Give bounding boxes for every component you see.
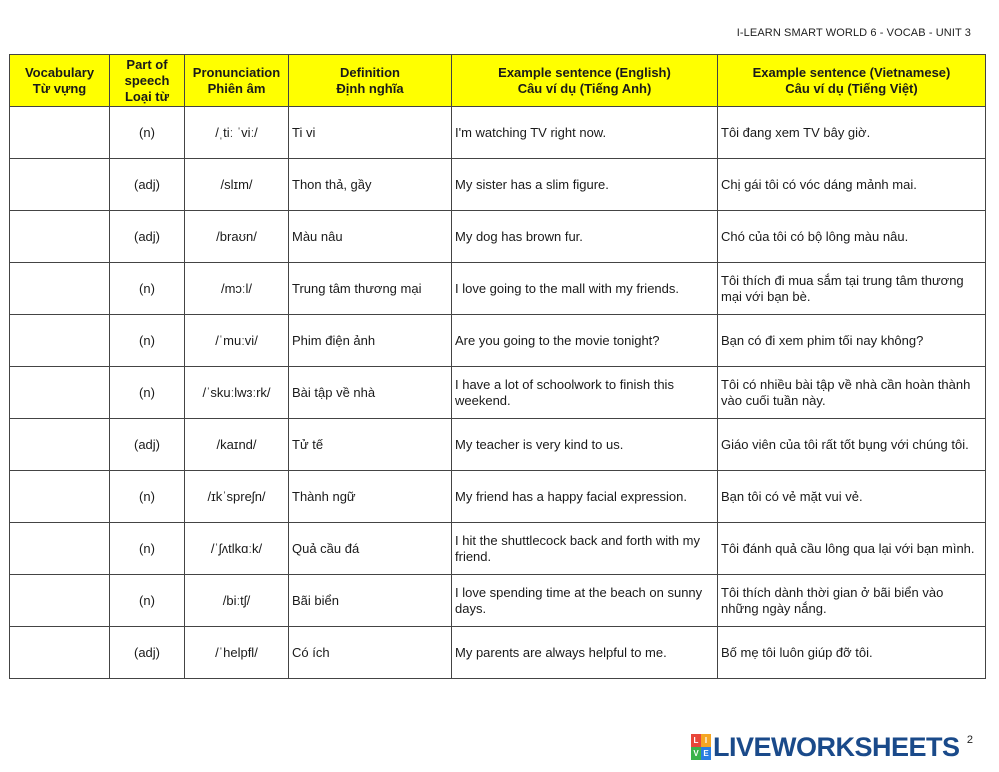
part-of-speech-cell: (adj)	[110, 159, 185, 211]
pronunciation-cell: /ˈskuːlwɜːrk/	[185, 367, 289, 419]
definition-cell: Phim điện ảnh	[289, 315, 452, 367]
column-header-part-of-speech	[110, 55, 185, 107]
pronunciation-cell: /mɔːl/	[185, 263, 289, 315]
part-of-speech-cell: (n)	[110, 315, 185, 367]
table-row	[10, 627, 986, 679]
pronunciation-cell: /braʊn/	[185, 211, 289, 263]
vocabulary-cell[interactable]	[10, 367, 110, 419]
pronunciation-cell: /biːtʃ/	[185, 575, 289, 627]
liveworksheets-logo	[691, 732, 960, 762]
vocabulary-cell[interactable]	[10, 159, 110, 211]
part-of-speech-cell: (n)	[110, 107, 185, 159]
table-row	[10, 471, 986, 523]
definition-cell: Bãi biển	[289, 575, 452, 627]
column-header-text: Từ vựng	[32, 80, 87, 96]
logo-letter: I	[701, 734, 711, 747]
part-of-speech-cell: (n)	[110, 471, 185, 523]
example-english-cell: Are you going to the movie tonight?	[452, 315, 718, 367]
example-english-cell: My sister has a slim figure.	[452, 159, 718, 211]
part-of-speech-cell: (n)	[110, 575, 185, 627]
vocabulary-cell[interactable]	[10, 471, 110, 523]
part-of-speech-cell: (n)	[110, 263, 185, 315]
example-english-cell: I have a lot of schoolwork to finish this weekend.	[452, 367, 718, 419]
part-of-speech-cell: (n)	[110, 367, 185, 419]
definition-cell: Trung tâm thương mại	[289, 263, 452, 315]
example-vietnamese-cell: Bạn tôi có vẻ mặt vui vẻ.	[718, 471, 986, 523]
vocabulary-cell[interactable]	[10, 575, 110, 627]
example-vietnamese-cell: Giáo viên của tôi rất tốt bụng với chúng tôi.	[718, 419, 986, 471]
column-header-definition	[289, 55, 452, 107]
column-header-text: Phiên âm	[207, 80, 266, 96]
vocabulary-cell[interactable]	[10, 315, 110, 367]
example-english-cell: My friend has a happy facial expression.	[452, 471, 718, 523]
example-vietnamese-cell: Chó của tôi có bộ lông màu nâu.	[718, 211, 986, 263]
vocabulary-cell[interactable]	[10, 627, 110, 679]
pronunciation-cell: /ˈʃʌtlkɑːk/	[185, 523, 289, 575]
example-vietnamese-cell: Bạn có đi xem phim tối nay không?	[718, 315, 986, 367]
brand-logo-icon	[691, 734, 711, 760]
page-header-title: I-LEARN SMART WORLD 6 - VOCAB - UNIT 3	[736, 27, 971, 39]
part-of-speech-cell: (adj)	[110, 627, 185, 679]
table-body	[10, 107, 986, 679]
definition-cell: Màu nâu	[289, 211, 452, 263]
pronunciation-cell: /ˈmuːvi/	[185, 315, 289, 367]
example-vietnamese-cell: Tôi thích dành thời gian ở bãi biển vào những ngày nắng.	[718, 575, 986, 627]
table-row	[10, 419, 986, 471]
example-vietnamese-cell: Tôi thích đi mua sắm tại trung tâm thương mại với bạn bè.	[718, 263, 986, 315]
vocab-table	[9, 54, 986, 679]
vocabulary-cell[interactable]	[10, 211, 110, 263]
column-header-example-vietnamese	[718, 55, 986, 107]
column-header-text: Pronunciation	[192, 64, 281, 80]
vocabulary-cell[interactable]	[10, 107, 110, 159]
column-header-text: Định nghĩa	[336, 80, 404, 96]
part-of-speech-cell: (n)	[110, 523, 185, 575]
pronunciation-cell: /ɪkˈspreʃn/	[185, 471, 289, 523]
column-header-text: Câu ví dụ (Tiếng Việt)	[785, 80, 918, 96]
example-vietnamese-cell: Tôi đánh quả cầu lông qua lại với bạn mình.	[718, 523, 986, 575]
example-vietnamese-cell: Chị gái tôi có vóc dáng mảnh mai.	[718, 159, 986, 211]
table-row	[10, 367, 986, 419]
vocabulary-cell[interactable]	[10, 523, 110, 575]
column-header-text: Example sentence (Vietnamese)	[752, 64, 951, 80]
example-english-cell: I hit the shuttlecock back and forth with my friend.	[452, 523, 718, 575]
part-of-speech-cell: (adj)	[110, 211, 185, 263]
page-number: 2	[966, 734, 973, 746]
column-header-example-english	[452, 55, 718, 107]
table-row	[10, 211, 986, 263]
column-header-text: speech	[124, 72, 170, 88]
column-header-pronunciation	[185, 55, 289, 107]
logo-letter: L	[691, 734, 701, 747]
column-header-vocabulary	[10, 55, 110, 107]
column-header-text: Definition	[340, 64, 400, 80]
definition-cell: Có ích	[289, 627, 452, 679]
definition-cell: Ti vi	[289, 107, 452, 159]
column-header-text: Loại từ	[124, 88, 170, 104]
example-english-cell: I'm watching TV right now.	[452, 107, 718, 159]
vocabulary-cell[interactable]	[10, 419, 110, 471]
pronunciation-cell: /ˌtiː ˈviː/	[185, 107, 289, 159]
part-of-speech-cell: (adj)	[110, 419, 185, 471]
table-header	[10, 55, 986, 107]
brand-name: LIVEWORKSHEETS	[713, 732, 960, 762]
pronunciation-cell: /ˈhelpfl/	[185, 627, 289, 679]
definition-cell: Thành ngữ	[289, 471, 452, 523]
example-vietnamese-cell: Bố mẹ tôi luôn giúp đỡ tôi.	[718, 627, 986, 679]
logo-letter: V	[691, 747, 701, 760]
example-english-cell: My parents are always helpful to me.	[452, 627, 718, 679]
column-header-text: Câu ví dụ (Tiếng Anh)	[517, 80, 652, 96]
column-header-text: Vocabulary	[24, 64, 95, 80]
definition-cell: Thon thả, gầy	[289, 159, 452, 211]
table-row	[10, 575, 986, 627]
table-row	[10, 159, 986, 211]
table-header-row	[10, 55, 986, 107]
table-row	[10, 263, 986, 315]
example-vietnamese-cell: Tôi đang xem TV bây giờ.	[718, 107, 986, 159]
example-english-cell: I love spending time at the beach on sunny days.	[452, 575, 718, 627]
vocabulary-cell[interactable]	[10, 263, 110, 315]
column-header-text: Part of	[126, 56, 168, 72]
table-row	[10, 523, 986, 575]
definition-cell: Quả cầu đá	[289, 523, 452, 575]
example-english-cell: My teacher is very kind to us.	[452, 419, 718, 471]
table-row	[10, 315, 986, 367]
example-english-cell: I love going to the mall with my friends.	[452, 263, 718, 315]
example-english-cell: My dog has brown fur.	[452, 211, 718, 263]
column-header-text: Example sentence (English)	[498, 64, 671, 80]
pronunciation-cell: /kaɪnd/	[185, 419, 289, 471]
definition-cell: Tử tế	[289, 419, 452, 471]
logo-letter: E	[701, 747, 711, 760]
pronunciation-cell: /slɪm/	[185, 159, 289, 211]
table-row	[10, 107, 986, 159]
definition-cell: Bài tập về nhà	[289, 367, 452, 419]
example-vietnamese-cell: Tôi có nhiều bài tập về nhà cần hoàn thành vào cuối tuần này.	[718, 367, 986, 419]
